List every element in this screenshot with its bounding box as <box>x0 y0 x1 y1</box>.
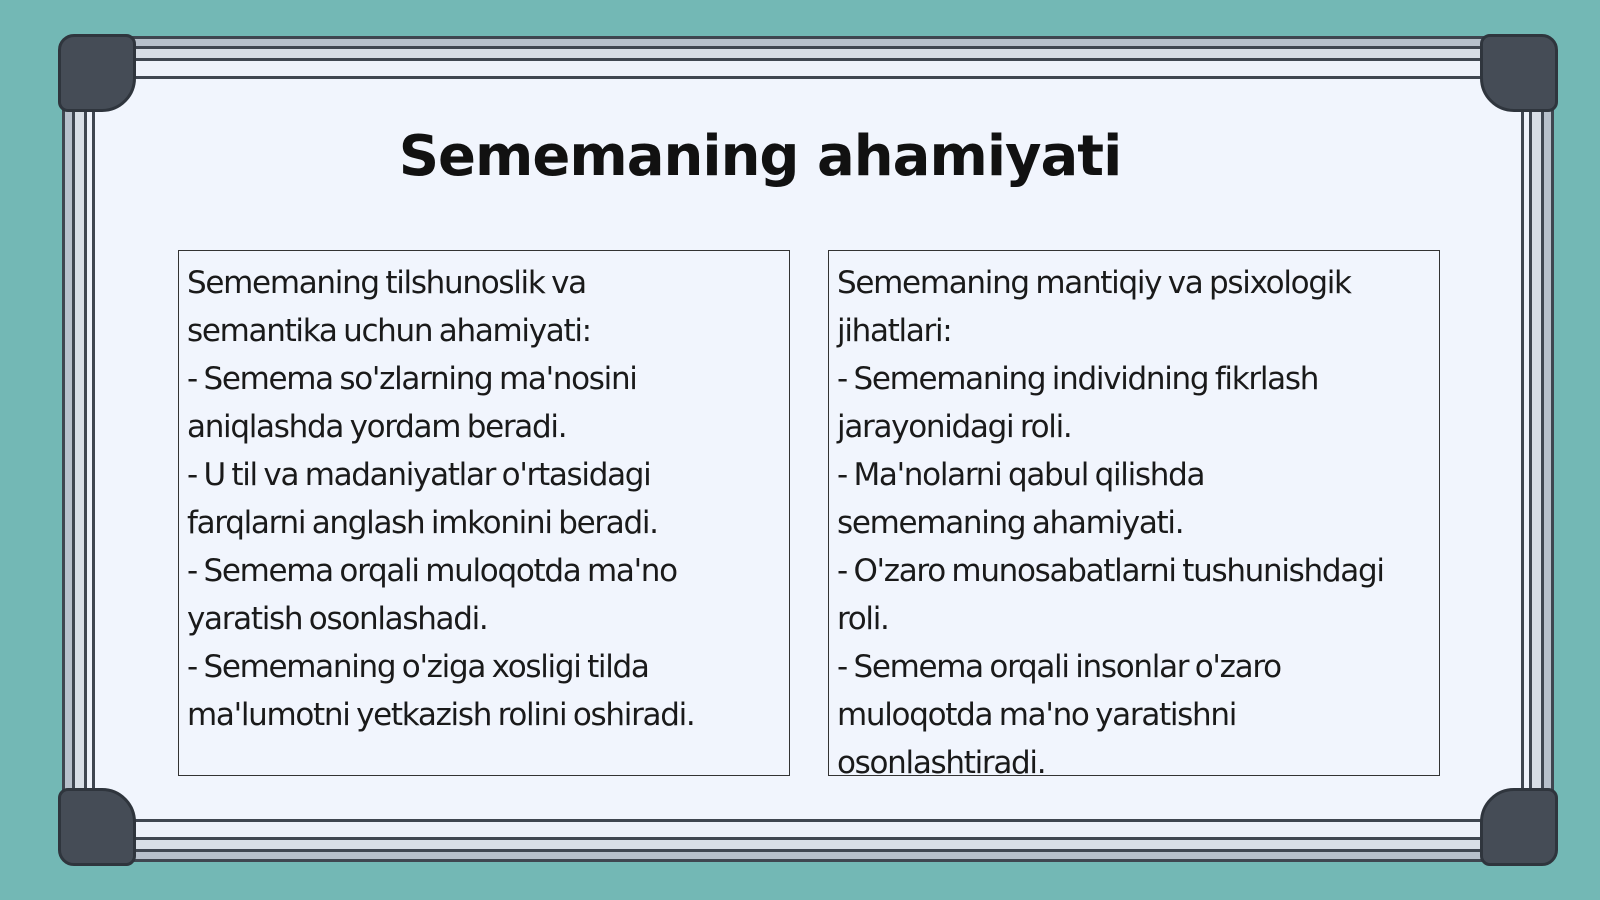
right-line: - Semema orqali insonlar o'zaro <box>837 649 1281 685</box>
right-line: - Ma'nolarni qabul qilishda <box>837 457 1205 493</box>
right-line: - Sememaning individning fikrlash <box>837 361 1319 397</box>
left-line: - U til va madaniyatlar o'rtasidagi <box>187 457 651 493</box>
left-line: - Semema so'zlarning ma'nosini <box>187 361 637 397</box>
right-line: jihatlari: <box>837 313 952 349</box>
left-line: - Sememaning o'ziga xosligi tilda <box>187 649 649 685</box>
right-line: jarayonidagi roli. <box>837 409 1072 445</box>
left-line: aniqlashda yordam beradi. <box>187 409 567 445</box>
frame-corner-bottom-left <box>58 788 136 866</box>
right-line: - O'zaro munosabatlarni tushunishdagi <box>837 553 1384 589</box>
right-line: Sememaning mantiqiy va psixologik <box>837 265 1351 301</box>
left-line: ma'lumotni yetkazish rolini oshiradi. <box>187 697 695 733</box>
slide-title: Sememaning ahamiyati <box>398 124 1122 189</box>
left-text-box <box>178 250 790 776</box>
right-line: osonlashtiradi. <box>837 745 1046 776</box>
right-line: roli. <box>837 601 889 637</box>
left-line: Sememaning tilshunoslik va <box>187 265 586 301</box>
right-line: sememaning ahamiyati. <box>837 505 1184 541</box>
left-line: semantika uchun ahamiyati: <box>187 313 591 349</box>
frame-corner-top-left <box>58 34 136 112</box>
frame-corner-bottom-right <box>1480 788 1558 866</box>
left-line: farqlarni anglash imkonini beradi. <box>187 505 658 541</box>
right-text-box <box>828 250 1440 776</box>
left-line: - Semema orqali muloqotda ma'no <box>187 553 677 589</box>
left-line: yaratish osonlashadi. <box>187 601 488 637</box>
frame-corner-top-right <box>1480 34 1558 112</box>
right-line: muloqotda ma'no yaratishni <box>837 697 1237 733</box>
